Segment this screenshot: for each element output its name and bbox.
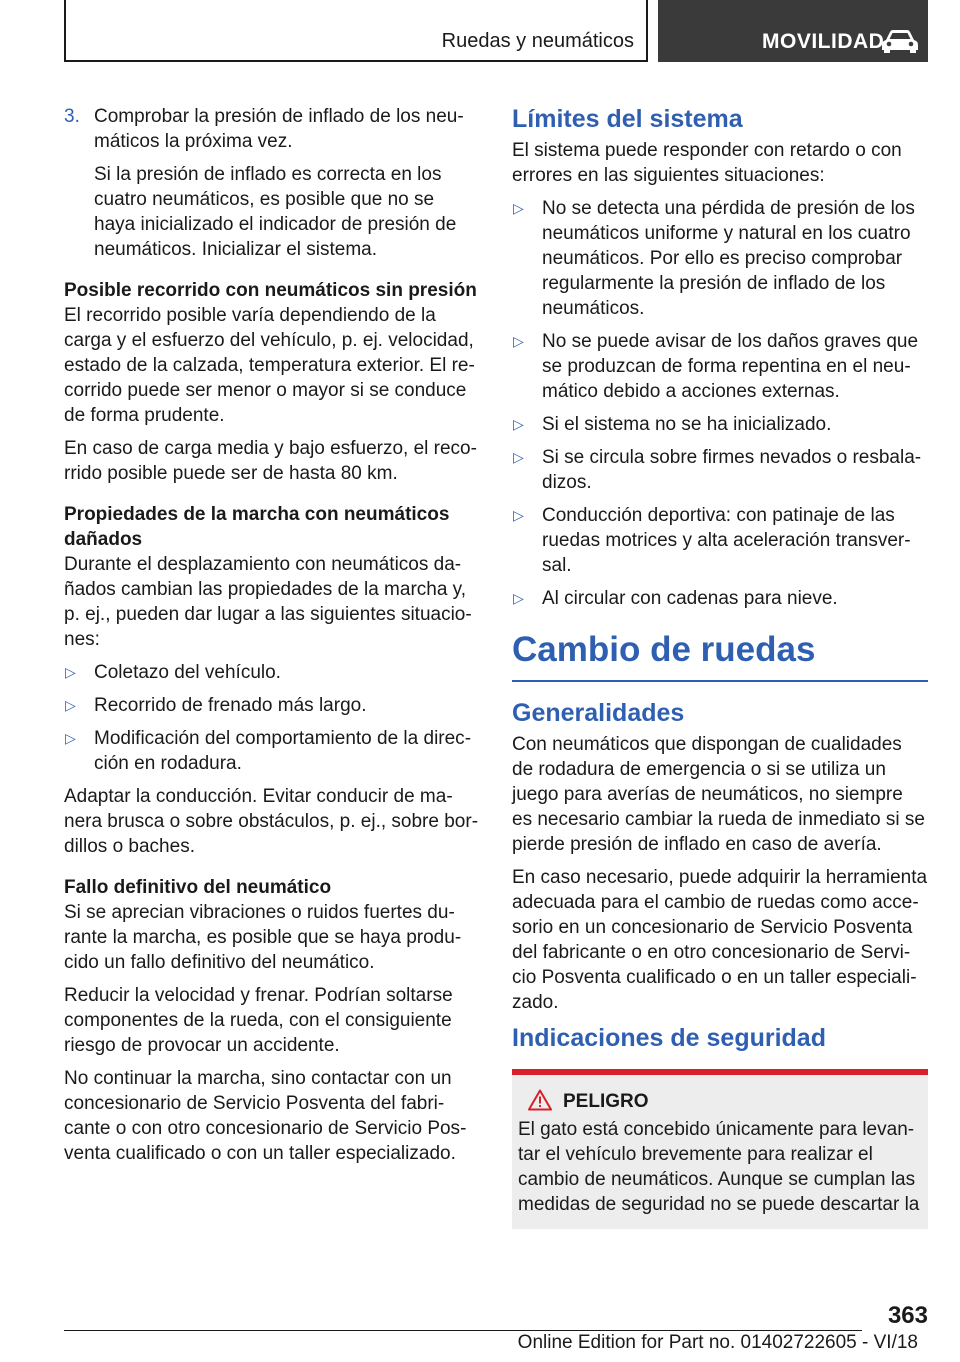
warning-text: El gato está concebido únicamente para levantar el vehículo brevemente para realizar el cambio de neumáticos. Aunque se cumplan las medidas de seguridad no se puede descartar la [518, 1119, 920, 1215]
paragraph: En caso necesario, puede adquirir la herramienta adecuada para el cambio de ruedas como accesorio en un concesionario de Servicio Posventa del fabricante o en otro concesionario de Servicio Posventa cualificado o en un taller especializado. [512, 867, 928, 1013]
footer-edition: Online Edition for Part no. 01402722605 - VI/18 [517, 1332, 918, 1353]
list-item: ▷ Si el sistema no se ha inicializado. [513, 414, 832, 435]
paragraph: En caso de carga media y bajo esfuerzo, el recorrido posible puede ser de hasta 80 km. [64, 438, 477, 484]
list-item: ▷ Modificación del comportamiento de la dirección en rodadura. [65, 728, 472, 774]
heading-driving-properties: Propiedades de la marcha con neumáticos dañados [64, 504, 450, 550]
paragraph: Reducir la velocidad y frenar. Podrían soltarse componentes de la rueda, con el consiguiente riesgo de provocar un accidente. [64, 985, 453, 1056]
triangle-bullet-icon: ▷ [65, 730, 76, 746]
list-item: ▷ Si se circula sobre firmes nevados o resbaladizos. [513, 447, 922, 493]
step-subtext: Si la presión de inflado es correcta en los cuatro neumáticos, es posible que no se haya inicializado el indicador de presión de neumáticos. Inicializar el sistema. [94, 164, 457, 260]
list-item: ▷ Conducción deportiva: con patinaje de las ruedas motrices y alta aceleración transversal. [513, 505, 911, 576]
list-item: ▷ Al circular con cadenas para nieve. [513, 588, 838, 609]
list-item: ▷ Coletazo del vehículo. [65, 662, 281, 683]
paragraph: Con neumáticos que dispongan de cualidades de rodadura de emergencia o si se utiliza un juego para averías de neumáticos, no siempre es necesario cambiar la rueda de inmediato si se pierde presión de inflado en caso de avería. [512, 734, 925, 855]
right-column [512, 104, 928, 1229]
paragraph: El recorrido posible varía dependiendo de la carga y el esfuerzo del vehículo, p. ej. velocidad, estado de la calzada, temperatura exterior. El recorrido puede ser menor o mayor si se conduce de forma prudente. [64, 305, 475, 426]
list-item: ▷ No se detecta una pérdida de presión de los neumáticos uniforme y natural en los cuatro neumáticos. Por ello es preciso comprobar regularmente la presión de inflado de los neumáticos. [513, 198, 915, 319]
heading-general: Generalidades [512, 699, 685, 727]
heading-range-without-pressure: Posible recorrido con neumáticos sin presión [64, 280, 477, 301]
left-column [64, 104, 478, 1174]
heading-tire-failure: Fallo definitivo del neumático [64, 877, 332, 898]
limits-list [512, 196, 928, 611]
paragraph: El sistema puede responder con retardo o con errores en las siguientes situaciones: [512, 140, 902, 186]
heading-system-limits: Límites del sistema [512, 105, 743, 133]
footer-divider [64, 1330, 862, 1331]
warning-triangle-icon [528, 1089, 552, 1111]
paragraph: Durante el desplazamiento con neumáticos dañados cambian las propiedades de la marcha y, p. ej., pueden dar lugar a las siguientes situaciones: [64, 554, 472, 650]
heading-wheel-change: Cambio de ruedas [512, 629, 928, 682]
chapter-title: Ruedas y neumáticos [441, 30, 634, 52]
triangle-bullet-icon: ▷ [513, 416, 524, 432]
triangle-bullet-icon: ▷ [65, 697, 76, 713]
step-text: Comprobar la presión de inflado de los neumáticos la próxima vez. [94, 106, 464, 152]
section-title: MOVILIDAD [762, 30, 885, 53]
paragraph: Si se aprecian vibraciones o ruidos fuertes durante la marcha, es posible que se haya producido un fallo definitivo del neumático. [64, 902, 462, 973]
header-section-box [658, 0, 928, 62]
triangle-bullet-icon: ▷ [513, 507, 524, 523]
car-icon [880, 28, 920, 54]
paragraph: Adaptar la conducción. Evitar conducir de manera brusca o sobre obstáculos, p. ej., sobre bordillos o baches. [64, 786, 479, 857]
warning-title: PELIGRO [563, 1091, 649, 1112]
list-item: ▷ No se puede avisar de los daños graves que se produzcan de forma repentina en el neumático debido a acciones externas. [513, 331, 919, 402]
page-number: 363 [887, 1302, 928, 1329]
triangle-bullet-icon: ▷ [513, 200, 524, 216]
heading-safety: Indicaciones de seguridad [512, 1024, 826, 1052]
step-3 [64, 104, 478, 262]
triangle-bullet-icon: ▷ [65, 664, 76, 680]
triangle-bullet-icon: ▷ [513, 449, 524, 465]
triangle-bullet-icon: ▷ [513, 590, 524, 606]
paragraph: No continuar la marcha, sino contactar con un concesionario de Servicio Posventa del fabricante o con otro concesionario de Servicio Posventa cualificado o con un taller especializado. [64, 1068, 467, 1164]
triangle-bullet-icon: ▷ [513, 333, 524, 349]
header-chapter-box [64, 0, 648, 62]
list-item: ▷ Recorrido de frenado más largo. [65, 695, 367, 716]
danger-warning-box [512, 1069, 928, 1229]
step-number: 3. [64, 106, 80, 127]
driving-list [64, 660, 478, 776]
